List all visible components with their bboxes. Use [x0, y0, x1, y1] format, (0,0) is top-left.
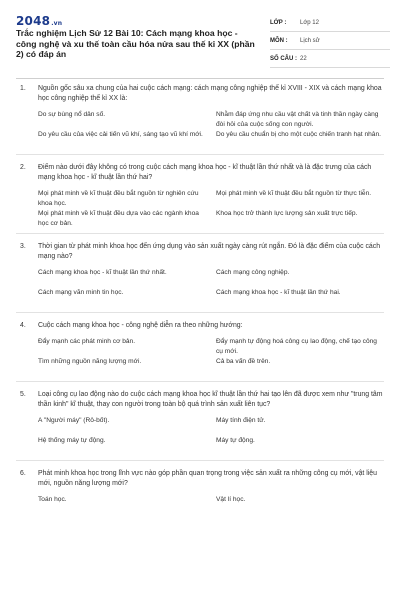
- question-list: [16, 84, 384, 515]
- answer-option[interactable]: Hệ thống máy tự động.: [38, 437, 106, 444]
- answer-options: [38, 110, 384, 150]
- meta-row: [270, 14, 390, 32]
- answer-option[interactable]: Vật lí học.: [216, 496, 246, 503]
- question-text: [16, 163, 384, 183]
- question-number: 5.: [20, 391, 26, 398]
- question-number: 4.: [20, 322, 26, 329]
- answer-option[interactable]: Do sự bùng nổ dân số.: [38, 111, 106, 118]
- question-divider: [16, 381, 384, 382]
- question-number: 2.: [20, 164, 26, 171]
- answer-options: [38, 268, 384, 308]
- answer-option[interactable]: Cách mạng văn minh tin học.: [38, 289, 124, 296]
- answer-option[interactable]: Đẩy mạnh các phát minh cơ bản.: [38, 338, 136, 345]
- meta-label: SỐ CÂU :: [270, 55, 297, 62]
- answer-option[interactable]: Cách mạng khoa học - kĩ thuật lần thứ hai.: [216, 289, 341, 296]
- question-text: [16, 242, 384, 262]
- answer-option[interactable]: Mọi phát minh về kĩ thuật đều dựa vào các ngành khoa học cơ bản.: [38, 210, 199, 227]
- question-item: [16, 469, 384, 515]
- answer-options: [38, 189, 384, 229]
- answer-option[interactable]: Máy tính điện tử.: [216, 417, 266, 424]
- header-divider: [16, 78, 384, 79]
- answer-option[interactable]: Đẩy mạnh tự động hoá công cụ lao động, chế tạo công cụ mới.: [216, 338, 377, 355]
- question-divider: [16, 233, 384, 234]
- answer-option[interactable]: Cách mạng công nghiệp.: [216, 269, 290, 276]
- answer-option[interactable]: Do yêu cầu chuẩn bị cho một cuộc chiến tranh hạt nhân.: [216, 131, 381, 138]
- answer-option[interactable]: Tìm những nguồn năng lượng mới.: [38, 358, 142, 365]
- question-item: [16, 163, 384, 234]
- answer-option[interactable]: Nhằm đáp ứng nhu cầu vật chất và tinh thần ngày càng đòi hỏi của cuộc sống con người.: [216, 111, 379, 128]
- question-item: [16, 242, 384, 313]
- question-number: 3.: [20, 243, 26, 250]
- site-logo[interactable]: 2048.vn: [16, 14, 63, 28]
- page-title: Trắc nghiệm Lịch Sử 12 Bài 10: Cách mạng khoa học - công nghệ và xu thế toàn cầu hóa nửa sau thế kỉ XX (phần 2) có đáp án: [16, 28, 255, 60]
- answer-option[interactable]: Mọi phát minh về kĩ thuật đều bắt nguồn từ thực tiễn.: [216, 190, 372, 197]
- question-body: Thời gian từ phát minh khoa học đến ứng dụng vào sản xuất ngày càng rút ngắn. Đó là đặc điểm của cuộc cách mạng nào?: [38, 243, 381, 260]
- answer-option[interactable]: A "Người máy" (Rô-bốt).: [38, 417, 110, 424]
- answer-option[interactable]: Máy tự động.: [216, 437, 255, 444]
- question-text: [16, 321, 384, 331]
- meta-value: 22: [300, 55, 307, 62]
- meta-info: [270, 14, 390, 68]
- question-body: Loại công cụ lao động nào do cuộc cách mạng khoa học kĩ thuật lần thứ hai tạo lên đã được xem như "trung tâm thần kinh" kĩ thuật, thay con người trong toàn bộ quá trình sản xuất liên tục?: [38, 391, 383, 408]
- meta-row: [270, 50, 390, 68]
- question-body: Nguồn gốc sâu xa chung của hai cuộc cách mạng: cách mạng công nghiệp thế kỉ XVIII - XIX và cách mạng khoa học công nghiệp thế kỉ XX là:: [38, 85, 382, 102]
- meta-label: MÔN :: [270, 37, 288, 44]
- meta-value: Lớp 12: [300, 19, 319, 26]
- question-item: [16, 321, 384, 382]
- question-number: 6.: [20, 470, 26, 477]
- answer-option[interactable]: Mọi phát minh về kĩ thuật đều bắt nguồn từ nghiên cứu khoa học.: [38, 190, 199, 207]
- header: [16, 10, 384, 74]
- answer-options: [38, 416, 384, 456]
- question-body: Điểm nào dưới đây không có trong cuộc cách mạng khoa học - kĩ thuật lần thứ nhất và là đặc trưng của cách mạng khoa học - kĩ thuật lần thứ hai?: [38, 164, 372, 181]
- question-item: [16, 84, 384, 155]
- answer-option[interactable]: Cách mạng khoa học - kĩ thuật lần thứ nhất.: [38, 269, 167, 276]
- question-text: [16, 469, 384, 489]
- answer-option[interactable]: Khoa học trở thành lực lượng sản xuất trực tiếp.: [216, 210, 358, 217]
- question-divider: [16, 460, 384, 461]
- question-item: [16, 390, 384, 461]
- question-number: 1.: [20, 85, 26, 92]
- question-divider: [16, 312, 384, 313]
- answer-options: [38, 495, 384, 515]
- question-text: [16, 84, 384, 104]
- question-body: Cuộc cách mạng khoa học - công nghệ diễn ra theo những hướng:: [38, 322, 243, 329]
- question-text: [16, 390, 384, 410]
- question-divider: [16, 154, 384, 155]
- answer-option[interactable]: Cả ba vấn đề trên.: [216, 358, 271, 365]
- question-body: Phát minh khoa học trong lĩnh vực nào góp phần quan trọng trong việc sản xuất ra những công cụ mới, vật liệu mới, nguồn năng lượng mới?: [38, 470, 377, 487]
- answer-option[interactable]: Toán học.: [38, 496, 67, 503]
- meta-label: LỚP :: [270, 19, 287, 26]
- meta-value: Lịch sử: [300, 37, 320, 44]
- answer-options: [38, 337, 384, 377]
- meta-row: [270, 32, 390, 50]
- answer-option[interactable]: Do yêu cầu của việc cải tiến vũ khí, sáng tạo vũ khí mới.: [38, 131, 203, 138]
